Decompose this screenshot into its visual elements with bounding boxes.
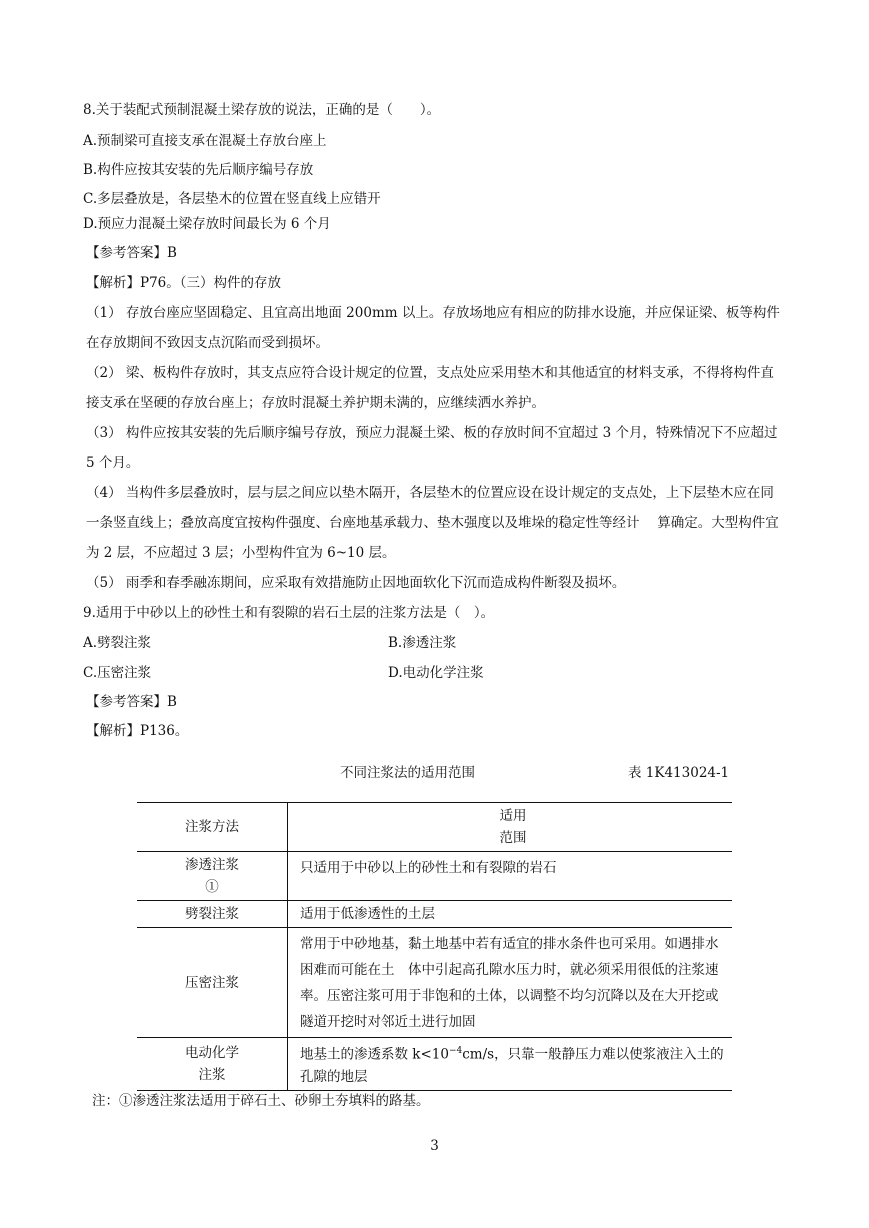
table-cell-method-text: 渗透注浆① [185,857,239,895]
q8-paragraph-4: （4） 当构件多层叠放时，层与层之间应以垫木隔开，各层垫木的位置应设在设计规定的支点处，上下层垫木应在同一条竖直线上；叠放高度宜按构件强度、台座地基承载力、垫木强度以及堆垛的稳定性等经计 算确定。大型构件宜为 2 层，不应超过 3 层；小型构件宜为 6~10 层。 [86,485,779,561]
q8-option-a: A.预制梁可直接支承在混凝土存放台座上 [83,133,327,149]
q9-option-b: B.渗透注浆 [388,635,457,651]
table-caption: 不同注浆法的适用范围 [340,765,475,781]
q8-paragraph-5: （5） 雨季和春季融冻期间，应采取有效措施防止因地面软化下沉而造成构件断裂及损坏。 [86,575,626,591]
q8-option-b: B.构件应按其安装的先后顺序编号存放 [83,162,314,178]
scope-text-before: 地基土的渗透系数 k<10 [300,1046,449,1063]
q8-paragraph-3: （3） 构件应按其安装的先后顺序编号存放，预应力混凝土梁、板的存放时间不宜超过 3 个月，特殊情况下不应超过 5 个月。 [86,425,778,471]
q9-analysis-title: 【解析】P136。 [86,723,189,739]
table-cell-scope [288,1038,733,1091]
q9-option-c: C.压密注浆 [83,665,152,681]
table-header-scope [288,803,733,852]
scope-text-after: cm/s，只靠一般静压力难以使浆液注入土的孔隙的地层 [300,1046,724,1085]
scope-exponent: −4 [448,1046,463,1056]
grouting-methods-table [137,802,732,1091]
table-row [137,928,732,1038]
table-row [137,901,732,928]
table-note: 注：①渗透注浆法适用于碎石土、砂卵土夯填料的路基。 [92,1093,430,1109]
table-cell-scope: 只适用于中砂以上的砂性土和有裂隙的岩石 [288,852,733,901]
q8-stem: 8.关于装配式预制混凝土梁存放的说法，正确的是（ ）。 [83,102,441,118]
q9-answer: 【参考答案】B [86,694,177,710]
table-cell-method: 压密注浆 [137,928,288,1038]
q8-option-d: D.预应力混凝土梁存放时间最长为 6 个月 [83,216,331,232]
table-row [137,852,732,901]
table-number: 表 1K413024-1 [628,765,730,781]
q8-option-c: C.多层叠放是，各层垫木的位置在竖直线上应错开 [83,191,381,207]
table-cell-method [137,852,288,901]
q8-paragraph-1: （1） 存放台座应坚固稳定、且宜高出地面 200mm 以上。存放场地应有相应的防排水设施，并应保证梁、板等构件在存放期间不致因支点沉陷而受到损坏。 [86,305,780,351]
q8-paragraph-2: （2） 梁、板构件存放时，其支点应符合设计规定的位置，支点处应采用垫木和其他适宜的材料支承，不得将构件直接支承在坚硬的存放台座上；存放时混凝土养护期未满的，应继续洒水养护。 [86,365,774,411]
q8-answer: 【参考答案】B [86,245,177,261]
q9-option-d: D.电动化学注浆 [388,665,484,681]
table-cell-scope: 适用于低渗透性的土层 [288,901,733,928]
q8-analysis-title: 【解析】P76。（三）构件的存放 [86,275,282,291]
q9-stem: 9.适用于中砂以上的砂性土和有裂隙的岩石土层的注浆方法是（ ）。 [83,605,495,621]
table-header-row [137,803,732,852]
table-cell-scope: 常用于中砂地基，黏土地基中若有适宜的排水条件也可采用。如遇排水困难而可能在土 体中引起高孔隙水压力时，就必须采用很低的注浆速率。压密注浆可用于非饱和的土体，以调整不均匀沉降以及在大开挖或隧道开挖时对邻近土进行加固 [288,928,733,1038]
table-cell-method-text: 电动化学注浆 [185,1044,239,1083]
table-cell-method [137,1038,288,1091]
table-header-method: 注浆方法 [137,803,288,852]
table-row [137,1038,732,1091]
q9-option-a: A.劈裂注浆 [83,635,152,651]
table-cell-method: 劈裂注浆 [137,901,288,928]
page-number: 3 [430,1138,439,1154]
table-header-scope-text: 适用范围 [499,808,527,846]
